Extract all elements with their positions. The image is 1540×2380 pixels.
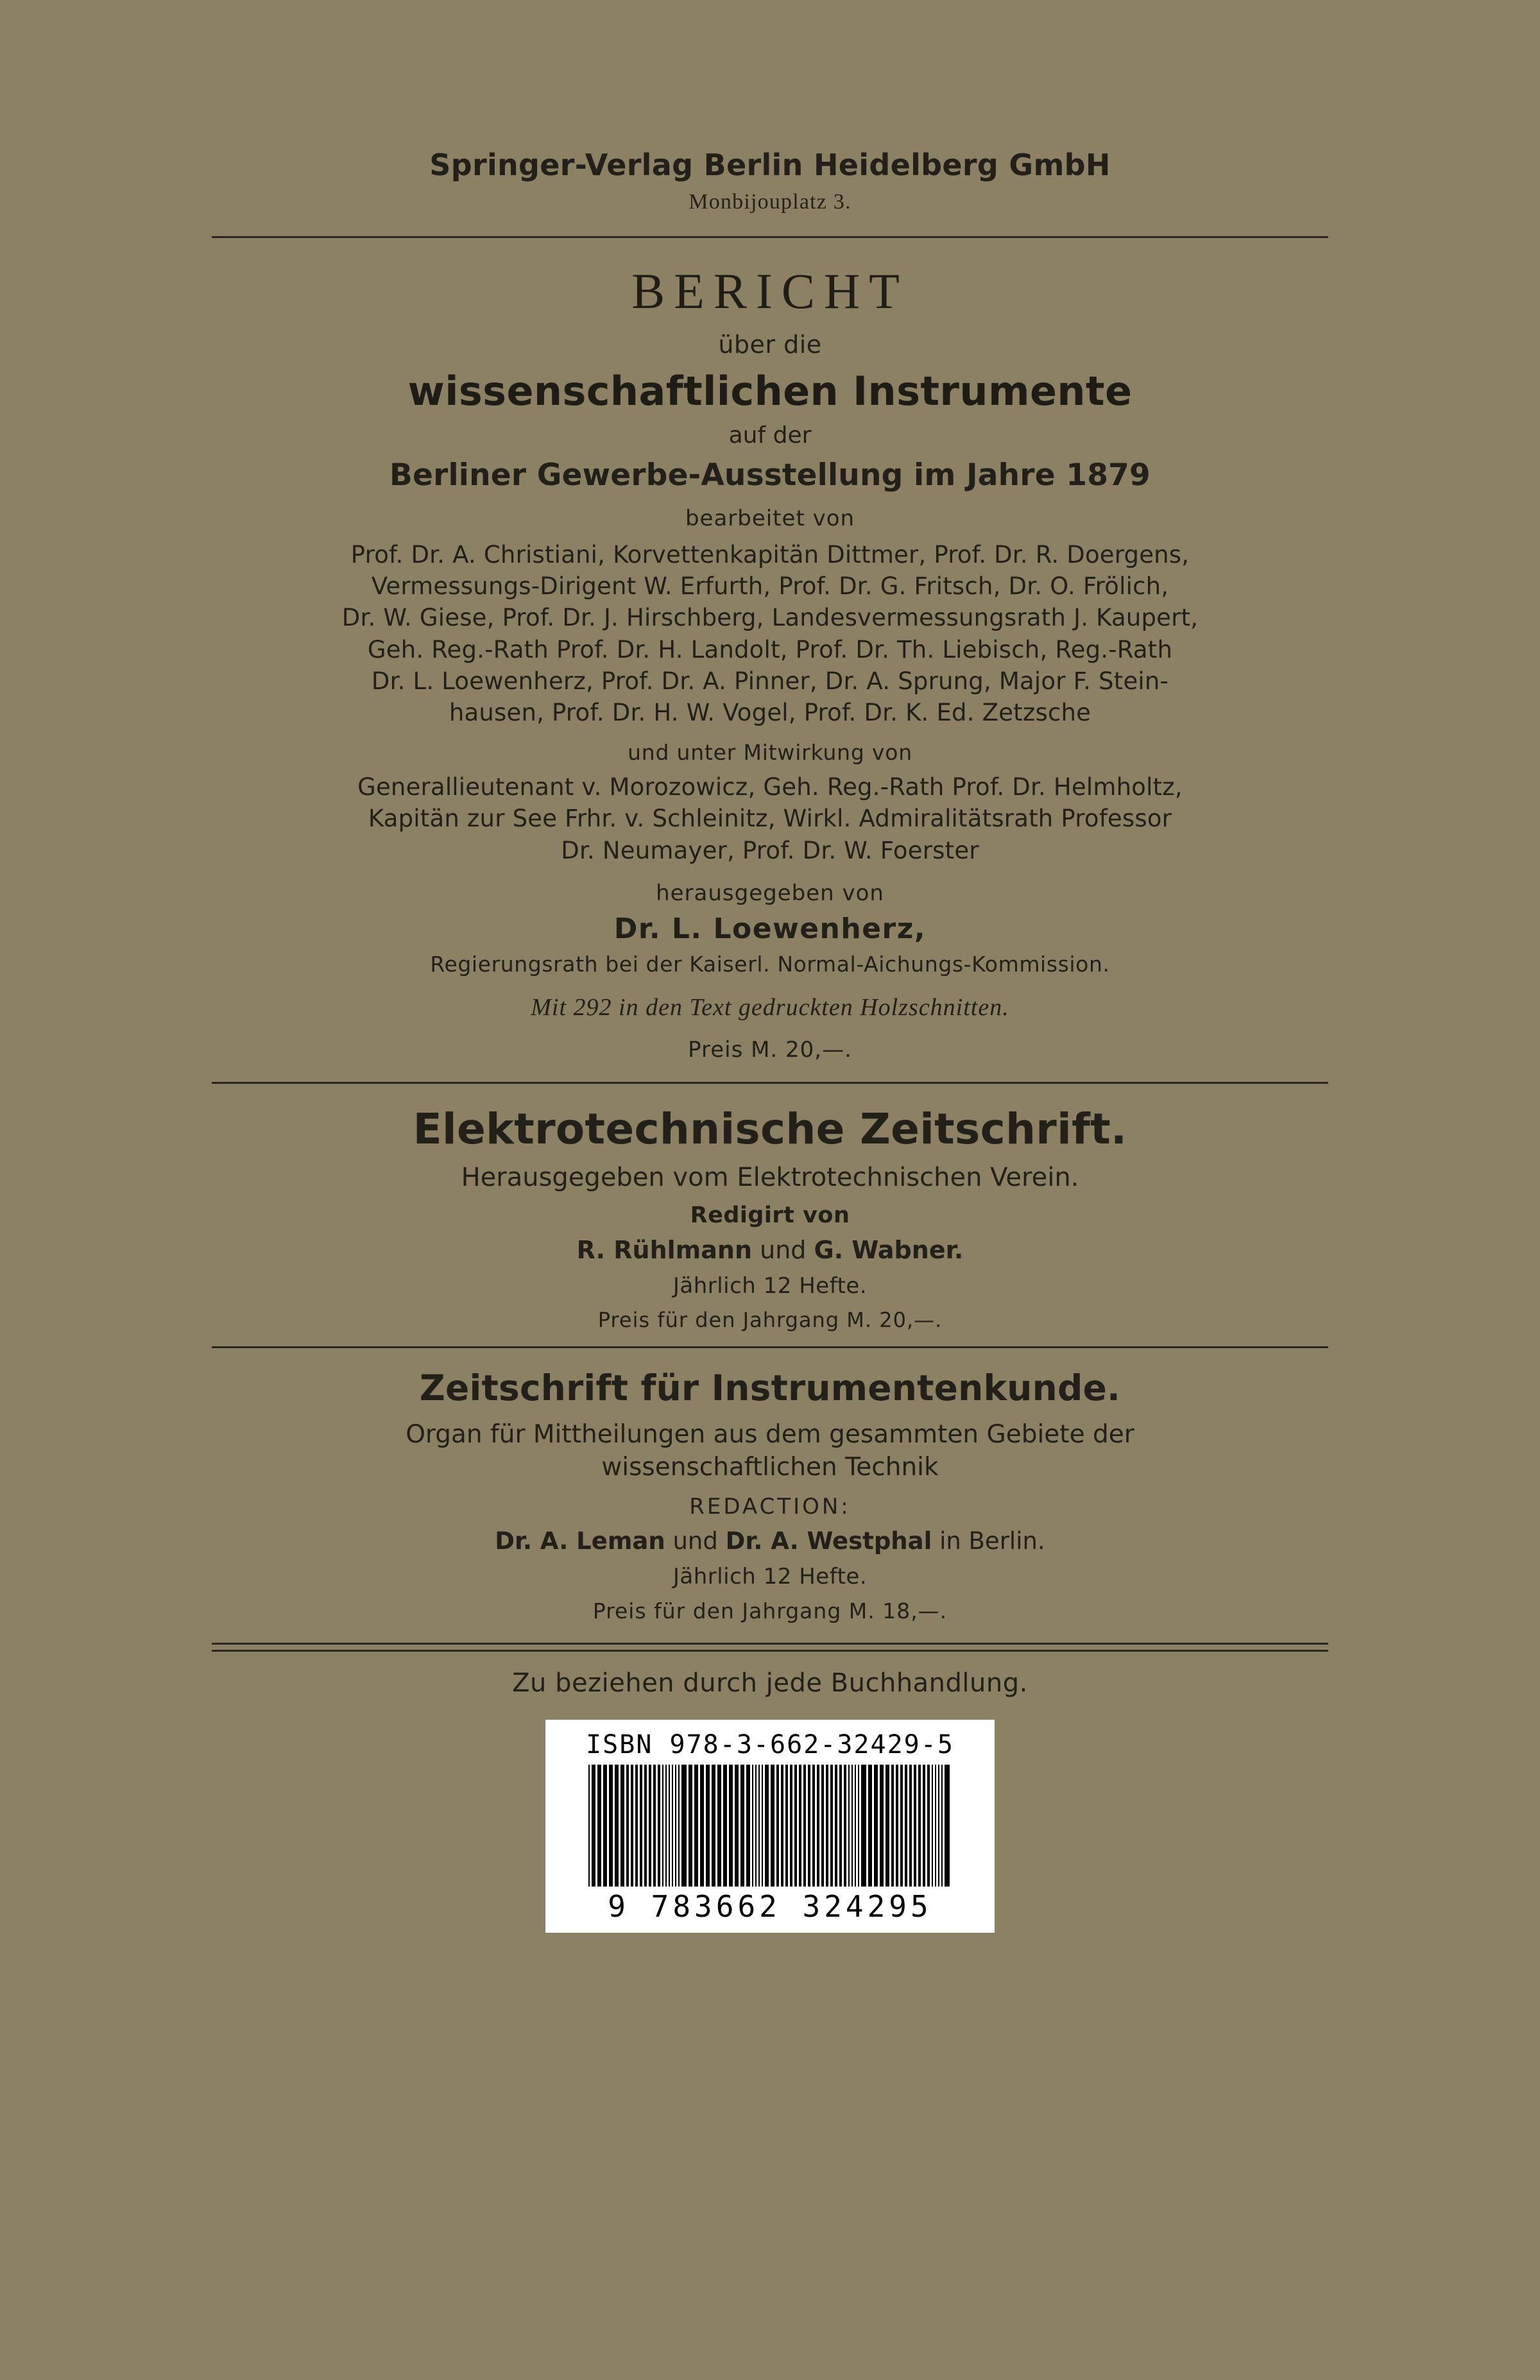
author-list <box>205 539 1335 728</box>
journal2-organ-line1: Organ für Mittheilungen aus dem gesammten Gebiete der <box>406 1419 1134 1449</box>
contributors-label: und unter Mitwirkung von <box>628 740 912 766</box>
contributor-list <box>193 771 1348 866</box>
author-line: hausen, Prof. Dr. H. W. Vogel, Prof. Dr. K. Ed. Zetzsche <box>449 699 1091 727</box>
divider-footer-bottom <box>212 1650 1328 1652</box>
editor-role: Regierungsrath bei der Kaiserl. Normal-Aichungs-Kommission. <box>430 951 1110 977</box>
barcode-bars <box>560 1765 980 1887</box>
contributor-line: Kapitän zur See Frhr. v. Schleinitz, Wirkl. Admiralitätsrath Professor <box>368 805 1172 833</box>
journal1-editor-conj: und <box>760 1235 807 1264</box>
published-by-label: herausgegeben von <box>656 880 884 906</box>
journal2-price: Preis für den Jahrgang M. 18,—. <box>592 1598 948 1624</box>
journal1-editor-a: R. Rühlmann <box>576 1235 753 1264</box>
isbn-text: ISBN 978-3-662-32429-5 <box>586 1730 954 1760</box>
journal2-editor-b: Dr. A. Westphal <box>725 1527 932 1555</box>
divider-journal1-top <box>212 1082 1328 1084</box>
divider-top <box>212 236 1328 238</box>
divider-journal2-top <box>212 1346 1328 1348</box>
journal1-price: Preis für den Jahrgang M. 20,—. <box>597 1307 943 1332</box>
ean-text: 9 783662 324295 <box>608 1889 932 1924</box>
report-title: BERICHT <box>631 263 909 319</box>
journal2-editor-a: Dr. A. Leman <box>495 1527 665 1555</box>
author-line: Geh. Reg.-Rath Prof. Dr. H. Landolt, Prof. Dr. Th. Liebisch, Reg.-Rath <box>367 635 1173 663</box>
main-price: Preis M. 20,—. <box>688 1036 852 1063</box>
author-line: Vermessungs-Dirigent W. Erfurth, Prof. Dr. G. Fritsch, Dr. O. Frölich, <box>371 572 1169 601</box>
edited-by-label: bearbeitet von <box>685 506 855 531</box>
report-at-line: auf der <box>728 422 812 449</box>
publisher-address: Monbijouplatz 3. <box>689 190 851 214</box>
illustrations-note: Mit 292 in den Text gedruckten Holzschnitten. <box>531 993 1009 1021</box>
contributor-line: Dr. Neumayer, Prof. Dr. W. Foerster <box>561 836 979 864</box>
journal2-issues: Jährlich 12 Hefte. <box>672 1564 868 1590</box>
author-line: Dr. L. Loewenherz, Prof. Dr. A. Pinner, Dr. A. Sprung, Major F. Stein- <box>371 667 1169 695</box>
journal2-title: Zeitschrift für Instrumentenkunde. <box>419 1367 1121 1408</box>
report-event: Berliner Gewerbe-Ausstellung im Jahre 1879 <box>389 458 1151 493</box>
journal1-redigirt-label: Redigirt von <box>690 1202 850 1228</box>
report-subject: wissenschaftlichen Instrumente <box>407 368 1133 415</box>
journal1-subtitle: Herausgegeben vom Elektrotechnischen Verein. <box>461 1162 1079 1192</box>
author-line: Dr. W. Giese, Prof. Dr. J. Hirschberg, Landesvermessungsrath J. Kaupert, <box>341 604 1199 632</box>
author-line: Prof. Dr. A. Christiani, Korvettenkapitän Dittmer, Prof. Dr. R. Doergens, <box>350 541 1190 569</box>
divider-footer-top <box>212 1643 1328 1645</box>
journal2-editor-place: in Berlin. <box>939 1527 1045 1555</box>
editor-name: Dr. L. Loewenherz, <box>613 912 927 945</box>
report-over-line: über die <box>718 330 822 359</box>
journal2-editors <box>193 1527 1348 1555</box>
journal2-editor-conj: und <box>672 1527 718 1555</box>
publisher-name: Springer-Verlag Berlin Heidelberg GmbH <box>429 148 1111 182</box>
journal2-organ <box>193 1419 1348 1484</box>
contributor-line: Generallieutenant v. Morozowicz, Geh. Reg.-Rath Prof. Dr. Helmholtz, <box>357 773 1183 801</box>
isbn-barcode <box>545 1720 995 1933</box>
journal1-title: Elektrotechnische Zeitschrift. <box>413 1104 1127 1154</box>
journal2-redaction-label: REDACTION: <box>689 1494 851 1520</box>
journal1-issues: Jährlich 12 Hefte. <box>672 1272 868 1299</box>
journal1-editors <box>193 1236 1348 1264</box>
availability-note: Zu beziehen durch jede Buchhandlung. <box>512 1668 1028 1699</box>
cover-content <box>193 0 1348 1933</box>
journal2-organ-line2: wissenschaftlichen Technik <box>601 1452 939 1482</box>
journal1-editor-b: G. Wabner. <box>814 1235 964 1264</box>
